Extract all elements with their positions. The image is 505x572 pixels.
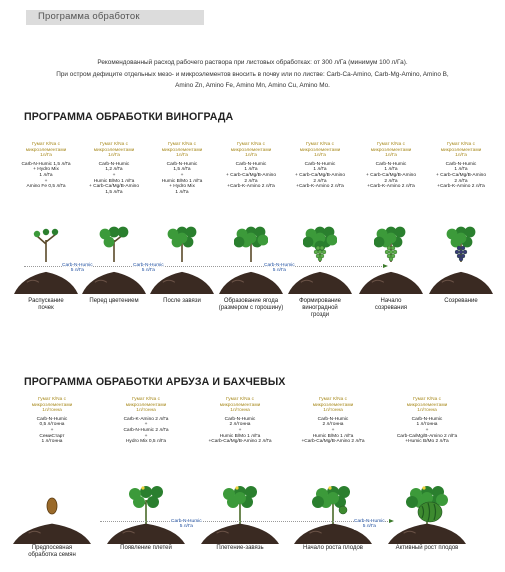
treatment-line: Carb-N-Humic: [235, 161, 267, 167]
humate-dose-line: микроэлементами: [219, 402, 261, 408]
recommendation-block: [285, 142, 355, 190]
humate-dose-line: микроэлементами: [299, 147, 341, 153]
soil-application-note: [62, 263, 93, 274]
treatment-line: 1 л/Га: [39, 172, 53, 178]
treatment-line: Carb-N-Humic: [317, 416, 349, 422]
soil-application-note: [354, 519, 385, 530]
treatment-line: 1 л/Га: [175, 189, 189, 195]
treatment-line: Carb-N-Humic: [304, 161, 336, 167]
treatment-line: +Carb-K-Amino 2 л/Га: [296, 184, 344, 190]
stage-label-line: Перед цветением: [89, 298, 139, 304]
soil-mound-icon: [288, 268, 352, 294]
grape-vine-icon: [97, 222, 131, 262]
treatment-line: 2 л/тонна: [322, 422, 344, 428]
treatment-line: + Carb-Ca/Mg/B-Amino: [89, 184, 139, 190]
treatment-line: +: [144, 422, 148, 428]
intro-text: [30, 57, 475, 92]
humate-dose-line: Гумат К/Na с: [446, 142, 475, 147]
soil-mound-icon: [429, 268, 493, 294]
humate-dose-line: микроэлементами: [370, 147, 412, 153]
seed-icon: [29, 478, 75, 524]
treatment-line: 1 л/тонна: [416, 422, 438, 428]
treatment-line: Carb-N-Humic 1,5 л/Га: [21, 161, 71, 167]
treatment-line: + Carb-Ca/Mg/B-Amino: [295, 172, 345, 178]
intro-line-2: При остром дефиците отдельных мезо- и микроэлементов вносить в почву или по листве: Carb-Ca-Amino, Carb-Mg-Amino, Amino B,: [56, 70, 449, 78]
soil-note-line: 5 л/Га: [362, 524, 376, 530]
stage-label-line: созревания: [374, 305, 408, 312]
growth-stage-label: [195, 545, 285, 552]
treatment-line: Carb-K-Amino 2 л/Га: [123, 416, 169, 422]
stage-label-line: После завязи: [163, 298, 201, 304]
treatment-line: +Carb-K-Amino 2 л/Га: [227, 184, 275, 190]
growth-stage-label: [280, 298, 360, 320]
soil-application-note: [264, 263, 295, 274]
humate-dose-line: Гумат К/Na с: [37, 397, 66, 402]
growth-stage-label: [142, 298, 222, 305]
treatment-line: 1,2 л/Га: [105, 167, 123, 173]
treatment-line: Carb-N-Humic: [166, 161, 198, 167]
treatment-line: +Carb-K-Amino 2 л/Га: [367, 184, 415, 190]
growth-stage-label: [351, 298, 431, 312]
recommendation-block: [426, 142, 496, 190]
melon-section-title: ПРОГРАММА ОБРАБОТКИ АРБУЗА И БАХЧЕВЫХ: [24, 376, 286, 388]
treatment-line: +: [144, 433, 148, 439]
humate-dose-line: Гумат К/Na с: [236, 142, 265, 147]
soil-application-arrow: [100, 521, 390, 522]
treatment-line: +: [50, 427, 54, 433]
stage-label-line: обработка семян: [28, 552, 76, 559]
grape-cluster-icon: [303, 222, 337, 262]
treatment-line: 2 л/тонна: [229, 422, 251, 428]
treatment-line: + Hydro Mix: [33, 167, 59, 173]
treatment-line: +: [331, 427, 335, 433]
soil-mound-icon: [359, 268, 423, 294]
stage-label-line: Образование ягода: [223, 298, 279, 304]
page-title: Программа обработок: [38, 11, 140, 22]
treatment-line: Carb-N-Humic: [445, 161, 477, 167]
humate-dose-line: 1л/тонна: [230, 408, 250, 414]
soil-application-note: [133, 263, 164, 274]
growth-stage-label: [211, 298, 291, 312]
stage-label-line: Начало: [380, 298, 402, 304]
humate-dose-line: 1л/тонна: [323, 408, 343, 414]
soil-note-line: 5 л/Га: [179, 524, 193, 530]
treatment-line: + Hydro Mix: [169, 184, 195, 190]
treatment-line: Humic B/Mo 1 л/Га: [219, 433, 261, 439]
treatment-line: 0,5 л/тонна: [39, 422, 65, 428]
humate-dose-line: микроэлементами: [31, 402, 73, 408]
humate-dose-line: Гумат К/Na с: [318, 397, 347, 402]
treatment-line: 1,5 л/Га: [173, 167, 191, 173]
recommendation-block: [216, 142, 286, 190]
treatment-line: 1 л/Га: [384, 167, 398, 173]
treatment-line: 2 л/Га: [244, 178, 258, 184]
treatment-line: СемиСтарт: [39, 433, 65, 439]
treatment-line: Amino Fe 0,5 л/Га: [26, 184, 66, 190]
treatment-line: Carb-N-Humic: [375, 161, 407, 167]
treatment-line: 2 л/Га: [313, 178, 327, 184]
treatment-line: Carb-N-Humic: [36, 416, 68, 422]
stage-label-line: Предпосевная: [31, 545, 73, 551]
soil-mound-icon: [13, 520, 91, 544]
treatment-line: +Carb-Ca/Mg/B-Amino 2 л/Га: [208, 439, 272, 445]
soil-note-line: 5 л/Га: [141, 268, 155, 274]
soil-note-line: Carb-N-Humic: [62, 263, 93, 268]
stage-label-line: Распускание: [28, 298, 64, 304]
recommendation-block: [8, 397, 96, 445]
stage-label-line: Начало роста плодов: [303, 545, 363, 551]
melon-vine-icon: [123, 478, 169, 524]
humate-dose-line: 1л/тонна: [136, 408, 156, 414]
treatment-line: +: [238, 427, 242, 433]
treatment-line: Humic B/Mo 1 л/Га: [93, 178, 135, 184]
humate-dose-line: микроэлементами: [406, 402, 448, 408]
grape-vine-icon: [165, 222, 199, 262]
soil-mound-icon: [201, 520, 279, 544]
watermelon-icon: [404, 478, 450, 524]
stage-label-line: грозди: [310, 312, 330, 319]
humate-dose-line: 1л/Га: [245, 153, 257, 159]
humate-dose-line: 1л/Га: [314, 153, 326, 159]
stage-label-line: (размером с горошину): [218, 305, 284, 312]
treatment-line: +Humic B/Mo 2 л/Га: [405, 439, 449, 445]
growth-stage-label: [421, 298, 501, 305]
stage-label-line: Формирование: [299, 298, 341, 304]
stage-label-line: Появление плетей: [120, 545, 172, 551]
humate-dose-line: микроэлементами: [440, 147, 482, 153]
humate-dose-line: Гумат К/Na с: [31, 142, 60, 147]
soil-note-line: Carb-N-Humic: [264, 263, 295, 268]
humate-dose-line: Гумат К/Na с: [167, 142, 196, 147]
stage-label-line: почек: [38, 305, 54, 312]
treatment-line: Carb-N-Humic: [224, 416, 256, 422]
treatment-line: Carb-N-Humic: [98, 161, 130, 167]
vine-bud-icon: [29, 222, 63, 262]
treatment-line: 1 л/Га: [313, 167, 327, 173]
treatment-line: 1 л/тонна: [41, 439, 63, 445]
soil-note-line: Carb-N-Humic: [171, 519, 202, 524]
soil-application-note: [171, 519, 202, 530]
treatment-line: Carb-Ca/Mg/B-Amino 2 л/Га: [396, 433, 458, 439]
grape-cluster-icon: [374, 222, 408, 262]
humate-dose-line: Гумат К/Na с: [376, 142, 405, 147]
treatment-line: Carb-N-Humic 2 л/Га: [123, 427, 169, 433]
growth-stage-label: [7, 545, 97, 559]
treatment-line: 1,5 л/Га: [105, 189, 123, 195]
treatment-line: + Carb-Ca/Mg/B-Amino: [226, 172, 276, 178]
treatment-line: + Carb-Ca/Mg/B-Amino: [436, 172, 486, 178]
soil-note-line: Carb-N-Humic: [133, 263, 164, 268]
humate-dose-line: 1л/Га: [108, 153, 120, 159]
treatment-line: +: [112, 172, 116, 178]
growth-stage-label: [382, 545, 472, 552]
intro-line-3: Amino Zn, Amino Fe, Amino Mn, Amino Cu, Amino Mo.: [175, 82, 330, 89]
melon-vine-icon: [217, 478, 263, 524]
stage-label-line: Активный рост плодов: [395, 545, 459, 551]
grape-section-title: ПРОГРАММА ОБРАБОТКИ ВИНОГРАДА: [24, 111, 234, 123]
treatment-line: 2 л/Га: [384, 178, 398, 184]
humate-dose-line: 1л/Га: [40, 153, 52, 159]
humate-dose-line: микроэлементами: [93, 147, 135, 153]
soil-note-line: 5 л/Га: [70, 268, 84, 274]
growth-stage-label: [288, 545, 378, 552]
recommendation-block: [356, 142, 426, 190]
treatment-line: +Carb-Ca/Mg/B-Amino 2 л/Га: [301, 439, 365, 445]
recommendation-block: [11, 142, 81, 190]
humate-dose-line: 1л/тонна: [417, 408, 437, 414]
treatment-line: +: [425, 427, 429, 433]
treatment-line: +: [44, 178, 48, 184]
recommendation-block: [79, 142, 149, 195]
humate-dose-line: микроэлементами: [125, 402, 167, 408]
humate-dose-line: Гумат К/Na с: [99, 142, 128, 147]
humate-dose-line: микроэлементами: [25, 147, 67, 153]
humate-dose-line: микроэлементами: [230, 147, 272, 153]
humate-dose-line: Гумат К/Na с: [305, 142, 334, 147]
intro-line-1: Рекомендованный расход рабочего раствора при листовых обработках: от 300 л/Га (минимум 100 л/Га).: [97, 59, 408, 66]
humate-dose-line: 1л/Га: [455, 153, 467, 159]
stage-label-line: Созревание: [444, 298, 478, 304]
treatment-line: 2 л/Га: [454, 178, 468, 184]
recommendation-block: [196, 397, 284, 445]
humate-dose-line: микроэлементами: [312, 402, 354, 408]
humate-dose-line: Гумат К/Na с: [412, 397, 441, 402]
treatment-line: Humic B/Mo 1 л/Га: [312, 433, 354, 439]
treatment-line: Hydro Mix 0,5 л/Га: [125, 439, 167, 445]
treatment-line: Humic B/Mo 1 л/Га: [161, 178, 203, 184]
growth-stage-label: [101, 545, 191, 552]
stage-label-line: виноградной: [302, 305, 338, 312]
grape-cluster-icon: [444, 222, 478, 262]
treatment-line: 1 л/Га: [244, 167, 258, 173]
humate-dose-line: 1л/тонна: [42, 408, 62, 414]
recommendation-block: [102, 397, 190, 445]
treatment-line: + Carb-Ca/Mg/B-Amino: [366, 172, 416, 178]
melon-vine-icon: [310, 478, 356, 524]
humate-dose-line: 1л/Га: [385, 153, 397, 159]
humate-dose-line: Гумат К/Na с: [131, 397, 160, 402]
soil-note-line: Carb-N-Humic: [354, 519, 385, 524]
humate-dose-line: Гумат К/Na с: [225, 397, 254, 402]
soil-note-line: 5 л/Га: [272, 268, 286, 274]
recommendation-block: [147, 142, 217, 195]
humate-dose-line: 1л/Га: [176, 153, 188, 159]
soil-mound-icon: [388, 520, 466, 544]
recommendation-block: [289, 397, 377, 445]
treatment-line: +Carb-K-Amino 2 л/Га: [437, 184, 485, 190]
stage-label-line: Плетение-завязь: [216, 545, 264, 551]
treatment-line: 1 л/Га: [454, 167, 468, 173]
grape-vine-icon: [234, 222, 268, 262]
humate-dose-line: микроэлементами: [161, 147, 203, 153]
treatment-line: +: [180, 172, 184, 178]
treatment-line: Carb-N-Humic: [411, 416, 443, 422]
recommendation-block: [383, 397, 471, 445]
